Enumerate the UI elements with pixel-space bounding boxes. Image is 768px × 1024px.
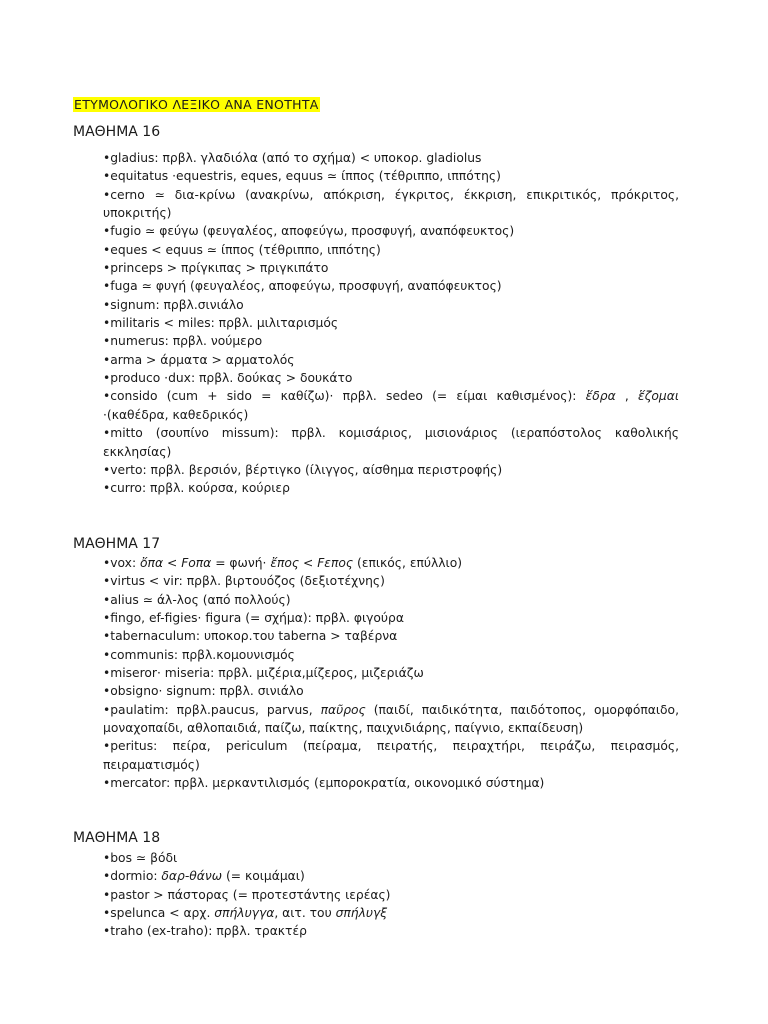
list-item: •tabernaculum: υποκορ.του taberna > ταβέρνα: [103, 629, 398, 644]
lesson-18-entries: [103, 849, 679, 941]
list-item: •equitatus ·equestris, eques, equus ≃ ίππος (τέθριππο, ιππότης): [103, 169, 501, 184]
list-item: •cerno ≃ δια-κρίνω (ανακρίνω, απόκριση, έγκριτος, έκκριση, επικριτικός, πρόκριτος, υποκριτής): [103, 187, 679, 221]
list-item: •pastor > πάστορας (= προτεστάντης ιερέας): [103, 887, 391, 902]
list-item: •mercator: πρβλ. μερκαντιλισμός (εμποροκρατία, οικονομικό σύστημα): [103, 776, 545, 791]
list-item: •dormio: δαρ-θάνω (= κοιμάμαι): [103, 869, 305, 884]
list-item: •consido (cum + sido = καθίζω)· πρβλ. sedeo (= είμαι καθισμένος): ἕδρα , ἕζομαι ·(καθέδρα, καθεδρικός): [103, 389, 679, 422]
list-item: •vox: ὄπα < Fοπα = φωνή· ἔπος < Fεπος (επικός, επύλλιο): [103, 556, 463, 570]
list-item: •paulatim: πρβλ.paucus, parvus, παῦρος (παιδί, παιδικότητα, παιδότοπος, ομορφόπαιδο, μοναχοπαίδι, αθλοπαιδιά, παίζω, παίκτης, παιχνιδιάρης, παίγνιο, εκπαίδευση): [103, 702, 679, 736]
list-item: •numerus: πρβλ. νούμερο: [103, 334, 263, 349]
list-item: •eques < equus ≃ ίππος (τέθριππο, ιππότης): [103, 242, 381, 257]
list-item: •militaris < miles: πρβλ. μιλιταρισμός: [103, 316, 339, 331]
list-item: •arma > άρματα > αρματολός: [103, 352, 295, 367]
list-item: •fugio ≃ φεύγω (φευγαλέος, αποφεύγω, προσφυγή, αναπόφευκτος): [103, 224, 515, 239]
lesson-17-heading: ΜΑΘΗΜΑ 17: [73, 536, 161, 552]
list-item: •fingo, ef-figies· figura (= σχήμα): πρβλ. φιγούρα: [103, 611, 404, 626]
list-item: •bos ≃ βόδι: [103, 851, 178, 865]
list-item: •curro: πρβλ. κούρσα, κούριερ: [103, 481, 290, 496]
title-line: [73, 95, 320, 112]
list-item: •peritus: πείρα, periculum (πείραμα, πειρατής, πειραχτήρι, πειράζω, πειρασμός, πειραματισμός): [103, 739, 679, 772]
list-item: •princeps > πρίγκιπας > πριγκιπάτο: [103, 261, 329, 276]
document-title: ΕΤΥΜΟΛΟΓΙΚΟ ΛΕΞΙΚΟ ΑΝΑ ΕΝΟΤΗΤΑ: [74, 97, 319, 112]
list-item: •virtus < vir: πρβλ. βιρτουόζος (δεξιοτέχνης): [103, 574, 385, 589]
list-item: •traho (ex-traho): πρβλ. τρακτέρ: [103, 924, 307, 939]
lesson-18-heading: ΜΑΘΗΜΑ 18: [73, 830, 161, 846]
list-item: •gladius: πρβλ. γλαδιόλα (από το σχήμα) < υποκορ. gladiolus: [103, 151, 482, 165]
list-item: •obsigno· signum: πρβλ. σινιάλο: [103, 684, 304, 699]
lesson-16-entries: [103, 149, 679, 498]
list-item: •communis: πρβλ.κομουνισμός: [103, 647, 295, 662]
list-item: •miseror· miseria: πρβλ. μιζέρια,μίζερος, μιζεριάζω: [103, 666, 424, 681]
list-item: •signum: πρβλ.σινιάλο: [103, 297, 244, 312]
list-item: •verto: πρβλ. βερσιόν, βέρτιγκο (ίλιγγος, αίσθημα περιστροφής): [103, 462, 503, 477]
list-item: •spelunca < αρχ. σπήλυγγα, αιτ. του σπήλυγξ: [103, 906, 388, 921]
list-item: •fuga ≃ φυγή (φευγαλέος, αποφεύγω, προσφυγή, αναπόφευκτος): [103, 279, 502, 294]
list-item: •mitto (σουπίνο missum): πρβλ. κομισάριος, μισιονάριος (ιεραπόστολος καθολικής εκκλησίας): [103, 426, 679, 459]
lesson-16-heading: ΜΑΘΗΜΑ 16: [73, 124, 161, 140]
lesson-17-entries: [103, 554, 679, 792]
list-item: •alius ≃ άλ-λος (από πολλούς): [103, 592, 291, 607]
list-item: •produco ·dux: πρβλ. δούκας > δουκάτο: [103, 371, 353, 386]
